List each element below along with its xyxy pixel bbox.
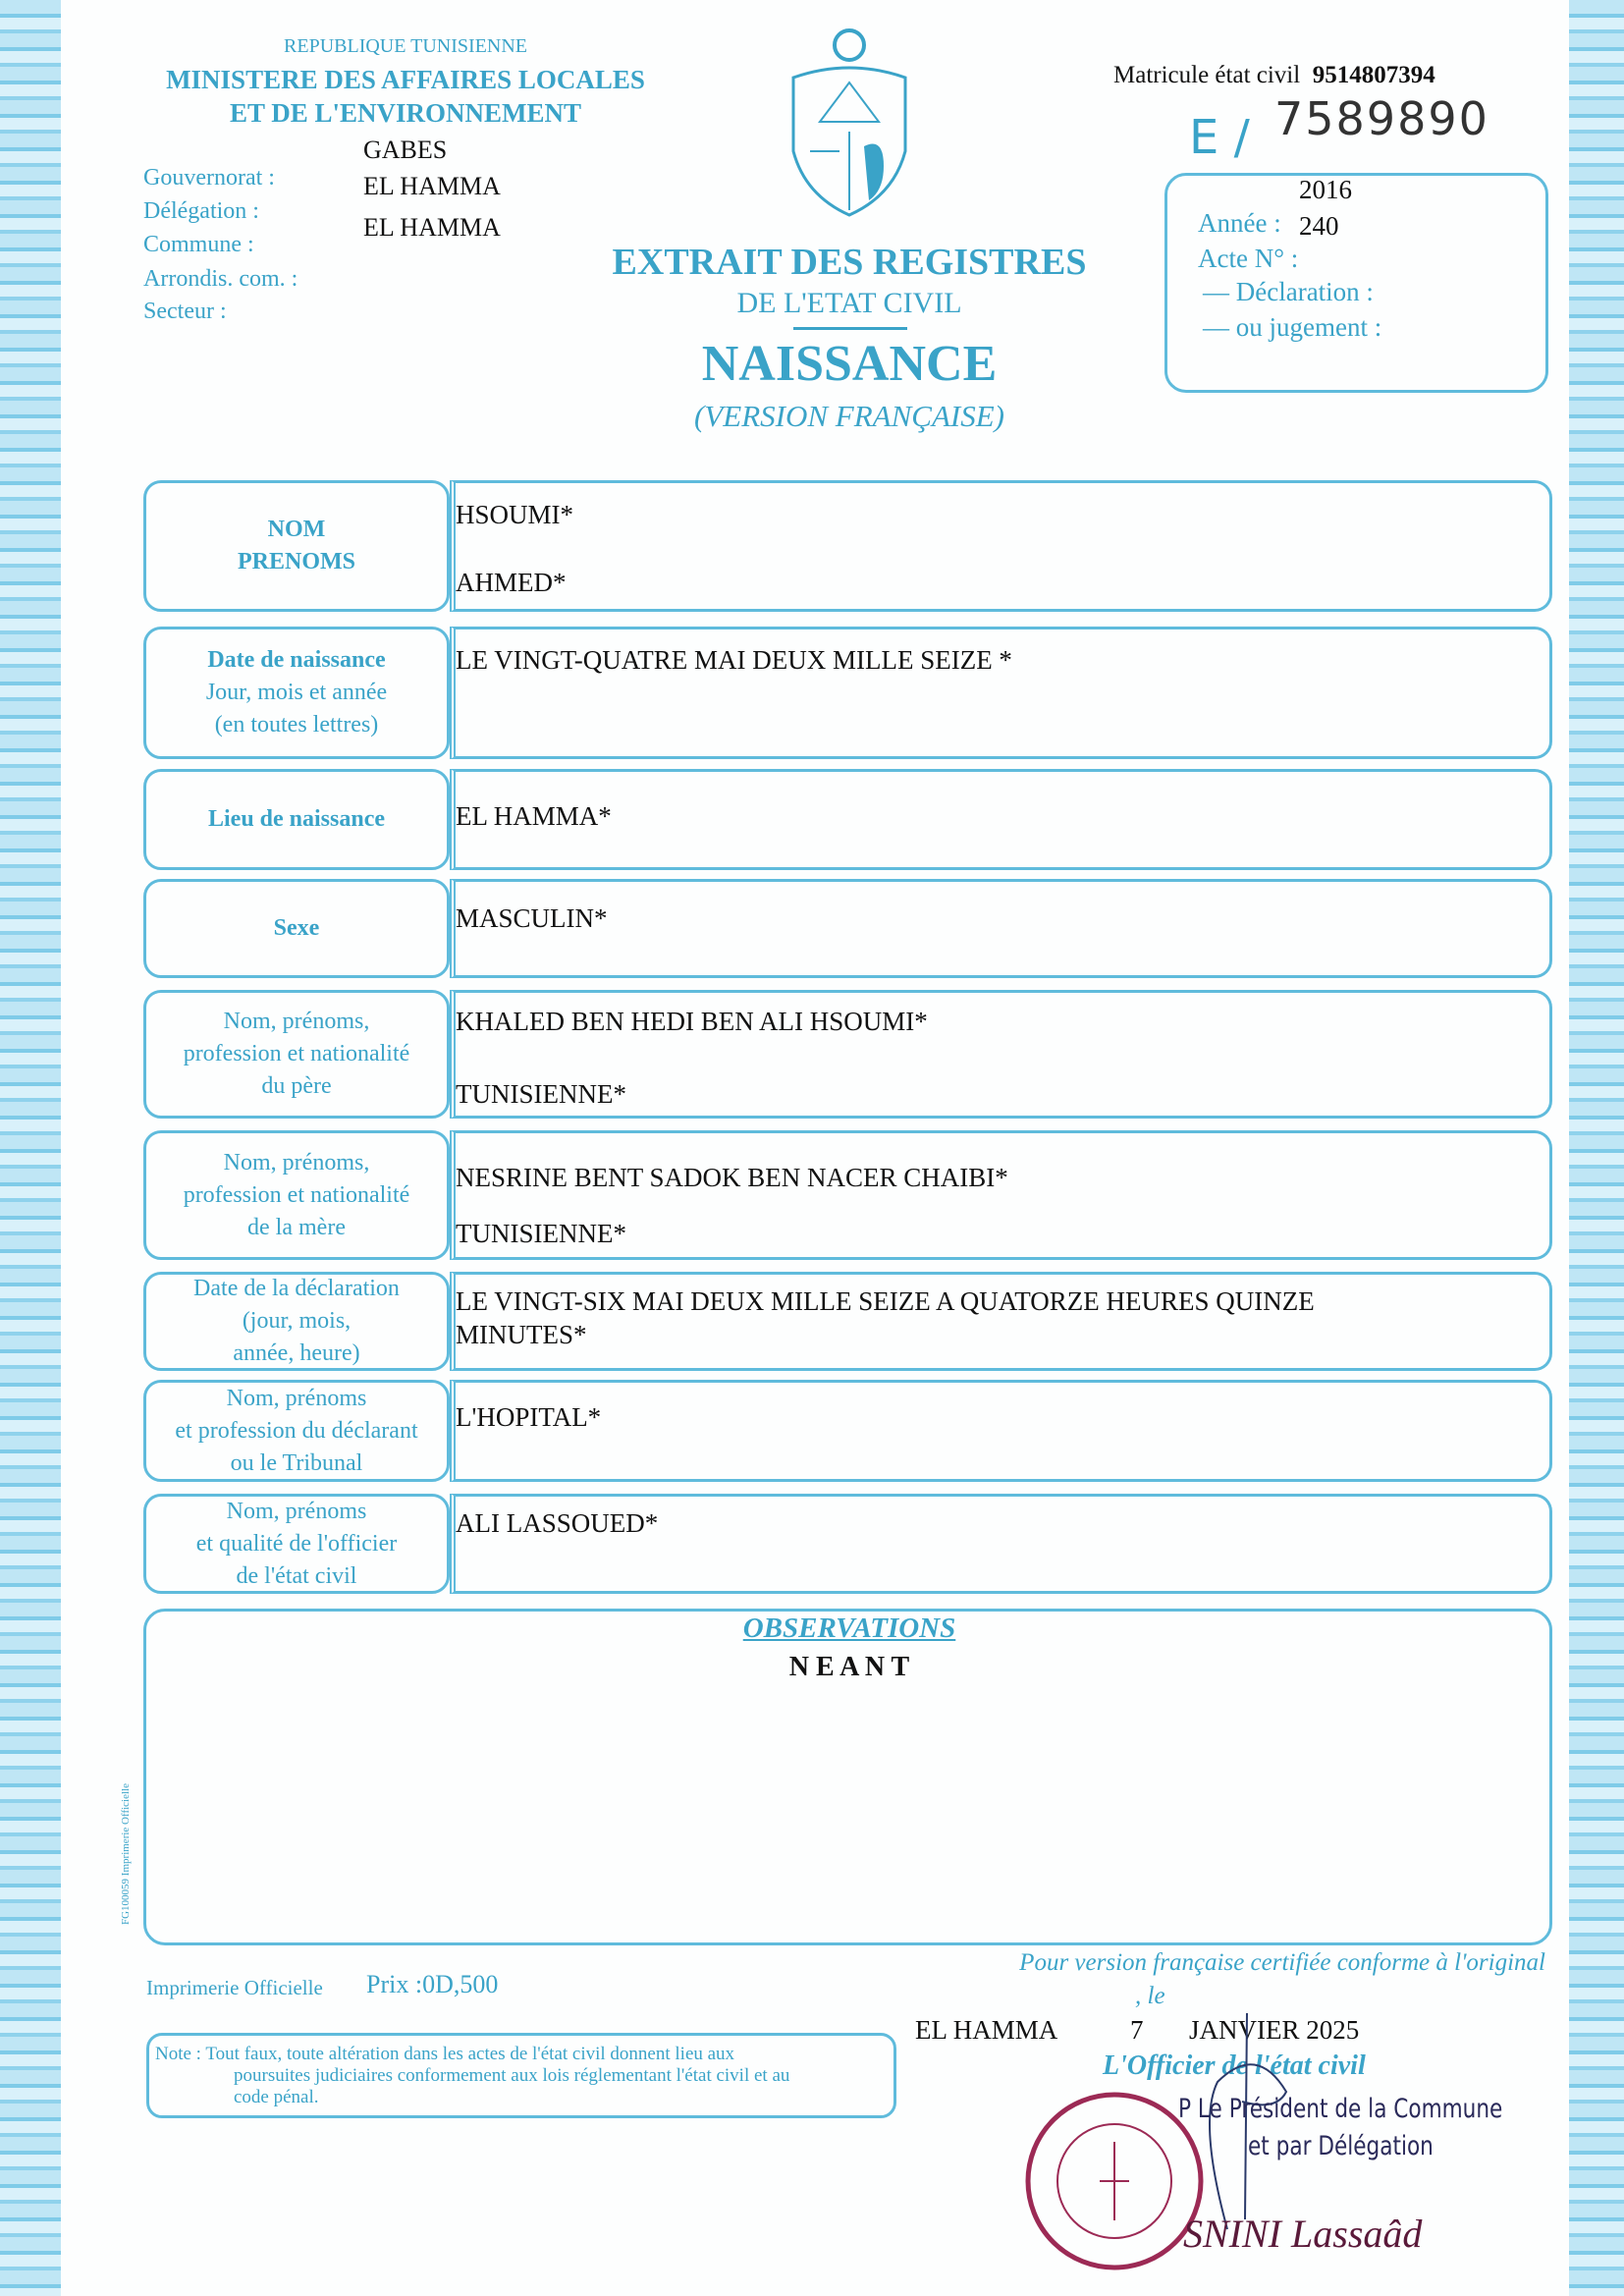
president-text: P Le Président de la Commune	[1178, 2094, 1503, 2124]
field-label	[143, 879, 450, 978]
field-row-nom-prenoms	[143, 480, 1552, 612]
annee-label: Année :	[1198, 208, 1281, 238]
field-label	[143, 769, 450, 870]
officier-title: L'Officier de l'état civil	[1103, 2050, 1366, 2081]
field-label	[143, 480, 450, 612]
field-label	[143, 1380, 450, 1482]
field-label-line: Nom, prénoms,	[223, 1009, 370, 1034]
field-row-officier	[143, 1494, 1552, 1594]
field-value	[450, 879, 1552, 978]
title-extrait: EXTRAIT DES REGISTRES	[612, 242, 1087, 283]
field-value-line: LE VINGT-QUATRE MAI DEUX MILLE SEIZE *	[456, 645, 1012, 675]
decorative-border-left	[0, 0, 61, 2296]
gouvernorat-label: Gouvernorat :	[143, 165, 275, 191]
field-value-line: MASCULIN*	[456, 903, 608, 933]
field-value	[450, 1130, 1552, 1260]
field-label-line: (en toutes lettres)	[214, 712, 379, 738]
field-label	[143, 1494, 450, 1594]
field-label	[143, 990, 450, 1119]
arrondissement-label: Arrondis. com. :	[143, 266, 298, 292]
field-value-line: HSOUMI*	[456, 500, 574, 529]
field-label-line: profession et nationalité	[183, 1181, 410, 1208]
field-value	[450, 480, 1552, 612]
field-label-line: de l'état civil	[236, 1562, 357, 1589]
note-label: Note :	[155, 2044, 201, 2064]
field-label-line: et qualité de l'officier	[195, 1530, 398, 1557]
field-label-line: NOM	[267, 517, 326, 542]
secteur-label: Secteur :	[143, 299, 227, 324]
title-version: (VERSION FRANÇAISE)	[694, 399, 1004, 433]
observations-value: N E A N T	[788, 1652, 910, 1682]
acte-label: Acte N° :	[1198, 244, 1299, 273]
date-le-text: , le	[1135, 1983, 1165, 2009]
field-value-line: NESRINE BENT SADOK BEN NACER CHAIBI*	[456, 1163, 1008, 1192]
delegation-text: et par Délégation	[1248, 2131, 1434, 2161]
field-label	[143, 1272, 450, 1371]
acte-value: 240	[1299, 211, 1339, 241]
title-etat-civil: DE L'ETAT CIVIL	[736, 287, 962, 319]
annee-value: 2016	[1299, 175, 1352, 204]
commune-value: EL HAMMA	[363, 213, 501, 242]
field-value-line: EL HAMMA*	[456, 801, 612, 831]
field-label-line: Nom, prénoms	[226, 1498, 367, 1524]
field-value-line: ALI LASSOUED*	[456, 1508, 659, 1538]
field-label	[143, 627, 450, 759]
side-print-text: FG100059 Imprimerie Officielle	[120, 1783, 132, 1925]
note-line-3: code pénal.	[234, 2087, 319, 2107]
note-line-1: Tout faux, toute altération dans les actes de l'état civil donnent lieu aux	[205, 2044, 735, 2064]
gouvernorat-value: GABES	[363, 136, 448, 164]
field-value-line: TUNISIENNE*	[456, 1219, 626, 1248]
matricule-value: 9514807394	[1312, 62, 1435, 88]
field-row-date-naissance	[143, 627, 1552, 759]
coat-of-arms-icon	[785, 24, 913, 220]
field-label-line: (jour, mois,	[242, 1308, 352, 1334]
field-label-line: Lieu de naissance	[207, 806, 386, 832]
field-value-line: AHMED*	[456, 568, 567, 597]
field-row-date-declaration	[143, 1272, 1552, 1371]
field-label-line: Date de naissance	[207, 647, 386, 673]
field-value-line: TUNISIENNE*	[456, 1079, 626, 1109]
field-value-line: KHALED BEN HEDI BEN ALI HSOUMI*	[456, 1007, 928, 1036]
field-label-line: Date de la déclaration	[193, 1276, 400, 1301]
field-label-line: ou le Tribunal	[230, 1449, 363, 1476]
note-box	[146, 2033, 896, 2118]
field-label-line: profession et nationalité	[183, 1041, 410, 1066]
field-label-line: Nom, prénoms,	[223, 1149, 370, 1175]
day-value: 7	[1130, 2015, 1144, 2045]
ministere-line-1: MINISTERE DES AFFAIRES LOCALES	[166, 65, 645, 94]
field-row-pere	[143, 990, 1552, 1119]
field-value-line: MINUTES*	[456, 1320, 587, 1349]
prix-text: Prix :0D,500	[366, 1970, 499, 1998]
field-value	[450, 1272, 1552, 1371]
republique-text: REPUBLIQUE TUNISIENNE	[284, 35, 527, 57]
field-row-mere	[143, 1130, 1552, 1260]
month-year-value: JANVIER 2025	[1189, 2015, 1360, 2045]
jugement-label: — ou jugement :	[1203, 312, 1382, 342]
matricule-label: Matricule état civil	[1113, 62, 1301, 88]
field-label-line: du père	[261, 1073, 332, 1099]
field-row-lieu-naissance	[143, 769, 1552, 870]
field-value-line: LE VINGT-SIX MAI DEUX MILLE SEIZE A QUATORZE HEURES QUINZE	[456, 1286, 1315, 1316]
observations-title: OBSERVATIONS	[742, 1613, 956, 1644]
serial-prefix: E /	[1189, 110, 1250, 165]
field-label-line: Jour, mois et année	[205, 680, 388, 705]
field-value-line: L'HOPITAL*	[456, 1402, 602, 1432]
serial-number: 7589890	[1274, 92, 1489, 145]
field-label-line: Sexe	[273, 915, 320, 941]
delegation-label: Délégation :	[143, 198, 259, 224]
field-label	[143, 1130, 450, 1260]
commune-label: Commune :	[143, 232, 254, 257]
title-divider	[793, 327, 907, 330]
declaration-label: — Déclaration :	[1203, 277, 1374, 306]
title-naissance: NAISSANCE	[701, 336, 998, 392]
ministere-line-2: ET DE L'ENVIRONNEMENT	[229, 98, 582, 128]
field-label-line: de la mère	[247, 1214, 346, 1240]
field-value	[450, 990, 1552, 1119]
field-label-line: Nom, prénoms	[226, 1385, 367, 1411]
field-value	[450, 1380, 1552, 1482]
field-label-line: année, heure)	[233, 1340, 360, 1366]
field-value	[450, 1494, 1552, 1594]
place-value: EL HAMMA	[915, 2015, 1058, 2045]
field-value	[450, 627, 1552, 759]
matricule-line	[1113, 61, 1435, 89]
decorative-border-right	[1569, 0, 1624, 2296]
note-line-2: poursuites judiciaires conformement aux lois réglementant l'état civil et au	[234, 2065, 790, 2086]
field-label-line: et profession du déclarant	[175, 1417, 418, 1444]
signatory-name: SNINI Lassaâd	[1183, 2212, 1423, 2256]
field-label-line: PRENOMS	[238, 549, 355, 574]
certification-text: Pour version française certifiée conforme à l'original	[1019, 1949, 1545, 1976]
delegation-value: EL HAMMA	[363, 172, 501, 200]
field-row-sexe	[143, 879, 1552, 978]
imprimerie-text: Imprimerie Officielle	[146, 1976, 323, 1999]
field-row-declarant	[143, 1380, 1552, 1482]
field-value	[450, 769, 1552, 870]
